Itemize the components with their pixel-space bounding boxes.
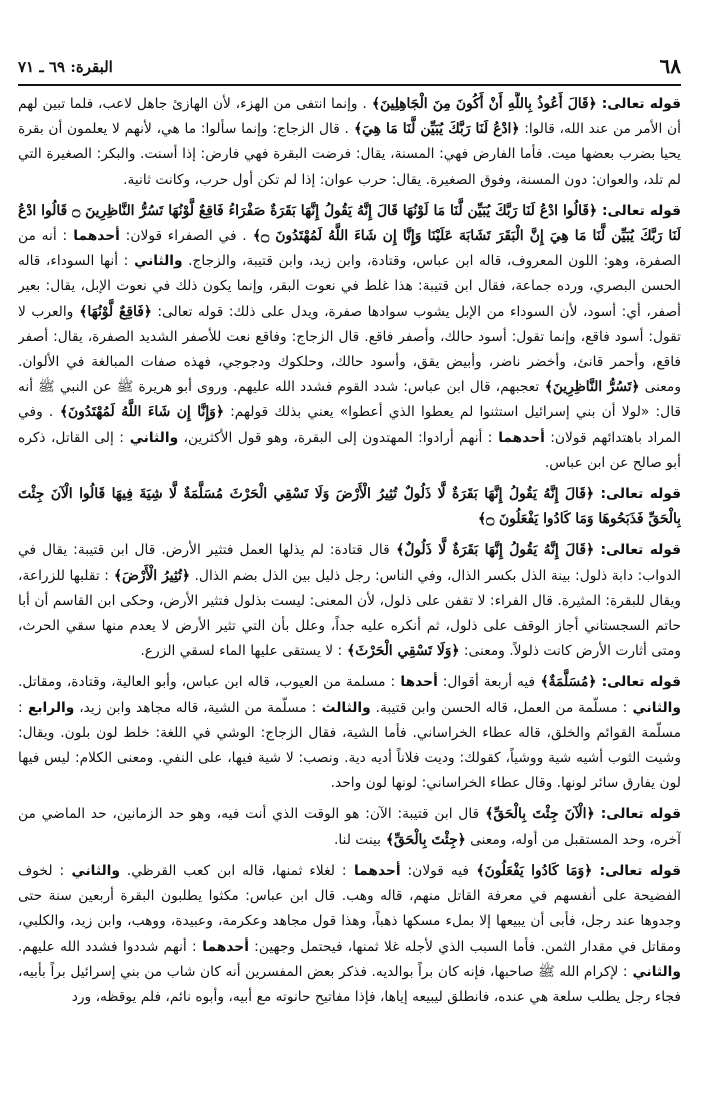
commentary-text: تعجبهم، قال ابن عباس: شدد القوم فشدد الله عليهم. وروى أبو هريرة ﷺ عن النبي ﷺ أنه قال: «لولا أن بني إسرائيل استثنوا لم يعطوا الذي أعطوا» يعني بذلك قولهم: (18, 379, 681, 421)
commentary-text: فيه قولان: (400, 862, 470, 879)
opinion-marker: أحدهما (346, 862, 401, 879)
opinion-marker: والثاني (128, 253, 183, 270)
commentary-text: . قال الزجاج: وإنما سألوا: ما هي، لأنهم لا يعلمون أن بقرة يحيا بضرب بعضها ميت. فأما الفارض فهي: المسنة، يقال: فرضت البقرة فهي فارض: إذا أسنت. والبكر: الصغيرة التي لم تلد، والعوان: دون المسنة، وفوق الصغيرة. يقال: حرب عوان: إذا لم تكن أول حرب، وكانت ثانية. (18, 121, 681, 188)
commentary-text: قال ابن قتيبة: الآن: هو الوقت الذي أنت فيه، وهو حد الزمانين، حد الماضي من آخره، وحد المستقبل من أوله، ومعنى (18, 806, 681, 848)
quran-verse: ﴿قَالُوا ادْعُ لَنَا رَبَّكَ يُبَيِّن لَّنَا مَا لَوْنُهَا قَالَ إِنَّهُ يَقُولُ إِنَّهَا بَقَرَةٌ صَفْرَاءُ فَاقِعٌ لَّوْنُهَا تَسُرُّ النَّاظِرِينَ ۝ قَالُوا ادْعُ لَنَا رَبَّكَ يُبَيِّن لَّنَا مَا هِيَ إِنَّ الْبَقَرَ تَشَابَهَ عَلَيْنَا وَإِنَّا إِن شَاءَ اللَّهُ لَمُهْتَدُونَ ۝﴾ (18, 202, 681, 245)
commentary-text: : لخوف الفضيحة على أنفسهم في معرفة القاتل منهم، قاله وهب. قال ابن عباس: مكثوا يطلبون البقرة أربعين سنة حتى وجدوها عند رجل، فأبى أن يبيعها إلا بملء مسكها ذهباً، وهذا قول مجاهد وعكرمة، وعبيدة، ووهب، وابن زيد، والكلبي، ومقاتل في مقدار الثمن. فأما السبب الذي لأجله غلا ثمنها، فيحتمل وجهين: (18, 862, 681, 955)
opinion-marker: أحدها (395, 674, 438, 691)
opinion-marker: والثاني (123, 429, 179, 446)
quran-verse: ﴿تَسُرُّ النَّاظِرِينَ﴾ (539, 379, 640, 396)
commentary-text: : إلى القاتل، ذكره أبو صالح عن ابن عباس. (18, 429, 681, 471)
commentary-text: بينت لنا. (333, 831, 382, 848)
quran-verse: ﴿ادْعُ لَنَا رَبَّكَ يُبَيِّن لَّنَا مَا هِيَ﴾ (348, 121, 520, 138)
commentary-text: : مسلّمة من العمل، قاله الحسن وابن قتيبة. (370, 699, 628, 716)
commentary-text: : لغلاء ثمنها، قاله ابن كعب القرظي. (119, 862, 347, 879)
commentary-text: : مسلّمة من الشية، قاله مجاهد وابن زيد، (74, 699, 317, 716)
commentary-text: . في الصفراء قولان: (119, 228, 247, 245)
quran-verse: ﴿قَالَ إِنَّهُ يَقُولُ إِنَّهَا بَقَرَةٌ لَّا ذَلُولٌ تُثِيرُ الْأَرْضَ وَلَا تَسْقِي الْحَرْثَ مُسَلَّمَةٌ لَّا شِيَةَ فِيهَا قَالُوا الْآنَ جِئْتَ بِالْحَقِّ فَذَبَحُوهَا وَمَا كَادُوا يَفْعَلُونَ ۝﴾ (18, 486, 681, 528)
commentary-paragraph (18, 92, 681, 193)
commentary-text: : أنها السوداء، قاله الحسن البصري، ورده جماعة، فقال ابن قتيبة: هذا غلط في نعوت البقر، وإنما يكون ذلك في نعوت الإبل، يقال: بعير أصفر، أي: أسود، لأن السوداء من الإبل يشوب سوادها صفرة، ويدل على ذلك: قوله تعالى: (18, 253, 681, 320)
quran-verse: ﴿قَالَ أَعُوذُ بِاللَّهِ أَنْ أَكُونَ مِنَ الْجَاهِلِينَ﴾ (366, 96, 597, 112)
quran-verse: ﴿الْآنَ جِئْتَ بِالْحَقِّ﴾ (479, 806, 595, 823)
verse-lead: قوله تعالى: (592, 862, 681, 879)
verse-lead: قوله تعالى: (593, 486, 681, 503)
opinion-marker: أحدهما (67, 228, 120, 245)
quran-verse: ﴿وَمَا كَادُوا يَفْعَلُونَ﴾ (469, 862, 593, 879)
verse-lead: قوله تعالى: (597, 202, 681, 219)
quran-verse: ﴿وَإِنَّا إِن شَاءَ اللَّهُ لَمُهْتَدُونَ﴾ (53, 404, 224, 421)
commentary-paragraph (18, 859, 681, 1010)
opinion-marker: والثاني (627, 699, 681, 716)
commentary-text: : لا يستقى عليها الماء لسقي الزرع. (140, 643, 343, 660)
commentary-paragraph (18, 670, 681, 796)
commentary-text: والعرب لا تقول: أسود فاقع، وإنما تقول: أسود حالك، وأصفر فاقع. قال الزجاج: وفاقع نعت للأصفر الشديد الصفرة، يقال: أصفر فاقع، وأحمر قانئ، وأخضر ناضر، وأبيض يقق، وأسود حالك، وحلكوك ودجوجي، فهذه صفات المبالغة في الألوان. ومعنى (18, 303, 681, 396)
surah-reference: البقرة: ٦٩ ـ ٧١ (18, 58, 113, 76)
commentary-text: : مسلّمة القوائم والخلق، قاله عطاء الخراساني. فأما الشية، فقال الزجاج: الوشي في اللغة: خلط لون بلون. ويقال: وشيت الثوب أشيه شية ووشياً، كقولك: وديت فلاناً أديه دية. ونصب: لا شية فيها، على النفي. ومعنى الكلام: ليس فيها لون يفارق سائر لونها. وقال عطاء الخراساني: لونها لون واحد. (18, 699, 681, 792)
commentary-text: . وإنما انتفى من الهزء، لأن الهازئ جاهل لاعب، فلما تبين لهم أن الأمر من عند الله، قالوا: (18, 96, 681, 138)
quran-verse: ﴿مُسَلَّمَةٌ﴾ (535, 674, 597, 691)
page-body (18, 92, 681, 1102)
commentary-text: : أنهم أرادوا: المهتدون إلى البقرة، وهو قول الأكثرين، (178, 429, 493, 446)
commentary-text: : تقلبها للزراعة، ويقال للبقرة: المثيرة. قال الفراء: لا تقفن على ذلول، لأن المعنى: ليست بذلول فتثير الأرض، وحكى ابن القاسم أن أبا حاتم السجستاني أجاز الوقف على ذلول، ثم أنكره عليه جداً، وعلل بأن التي تثير الأرض لا يعدم منها سقي الحرث، ومتى أثارت الأرض كانت ذلولاً. ومعنى: (18, 567, 681, 660)
verse-lead: قوله تعالى: (596, 96, 681, 112)
quran-verse: ﴿فَاقِعٌ لَّوْنُهَا﴾ (73, 303, 152, 320)
opinion-marker: والثالث (316, 699, 371, 716)
quran-verse: ﴿قَالَ إِنَّهُ يَقُولُ إِنَّهَا بَقَرَةٌ لَّا ذَلُولٌ﴾ (389, 542, 595, 559)
commentary-text: : أنه من الصفرة، وهو: اللون المعروف، قاله ابن عباس، وقتادة، وابن زيد، وابن قتيبة، والزجاج. (18, 228, 681, 270)
commentary-text: . وفي المراد باهتدائهم قولان: (18, 404, 681, 446)
commentary-text: : لإكرام الله ﷺ صاحبها، فإنه كان براً بوالديه. فذكر بعض المفسرين أنه كان شاب من بني إسرائيل براً بأبيه، فجاء رجل يطلب سلعة هي عنده، فانطلق ليبيعه إياها، فإذا مفاتيح حانوته مع أبيه، وأبوه نائم، فلم يوقظه، ورد (18, 963, 681, 1005)
verse-lead: قوله تعالى: (594, 542, 681, 559)
opinion-marker: والثاني (64, 862, 120, 879)
commentary-text: فيه أربعة أقوال: (437, 674, 536, 691)
verse-lead: قوله تعالى: (594, 806, 681, 823)
quran-verse: ﴿جِئْتَ بِالْحَقِّ﴾ (381, 831, 466, 848)
verse-lead: قوله تعالى: (596, 674, 681, 691)
commentary-text: : أنهم شددوا فشدد الله عليهم. (18, 938, 197, 955)
opinion-marker: والرابع (22, 699, 75, 716)
opinion-marker: أحدهما (196, 938, 249, 955)
opinion-marker: والثاني (627, 963, 681, 980)
commentary-text: قال قتادة: لم يذلها العمل فتثير الأرض. قال ابن قتيبة: يقال في الدواب: دابة ذلول: بينة الذل بكسر الذال، وفي الناس: رجل ذليل بين الذل بضم الذال. (18, 542, 681, 584)
commentary-paragraph (18, 482, 681, 532)
page-header (18, 54, 681, 80)
quran-verse: ﴿وَلَا تَسْقِي الْحَرْثَ﴾ (342, 643, 460, 660)
commentary-text: : مسلمة من العيوب، قاله ابن عباس، وأبو العالية، وقتادة، ومقاتل. (18, 674, 396, 691)
commentary-paragraph (18, 538, 681, 664)
page-number: ٦٨ (659, 54, 681, 78)
header-divider (18, 84, 681, 86)
opinion-marker: أحدهما (492, 429, 545, 446)
commentary-paragraph (18, 199, 681, 476)
quran-verse: ﴿تُثِيرُ الْأَرْضَ﴾ (108, 567, 190, 584)
commentary-paragraph (18, 802, 681, 852)
